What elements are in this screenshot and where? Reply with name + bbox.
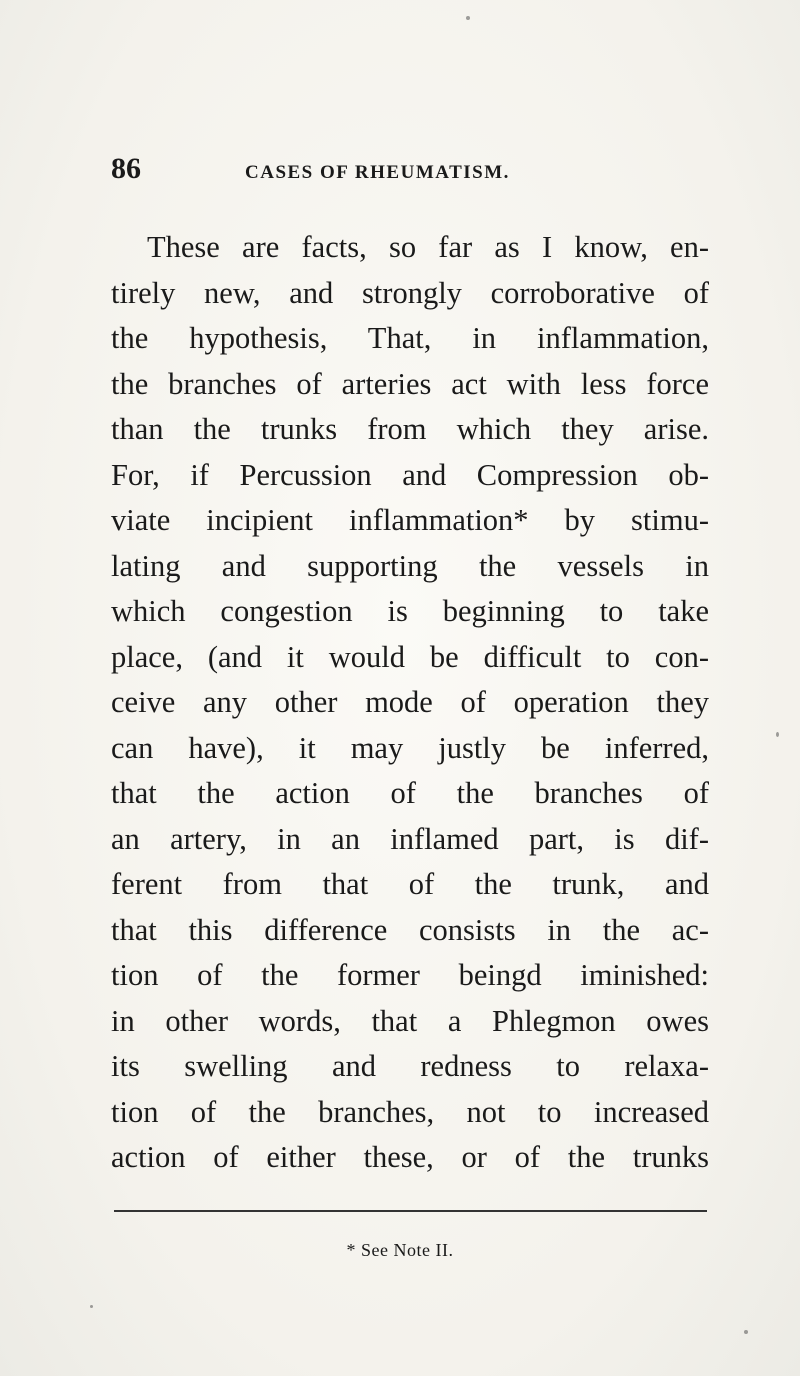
text-line: the branches of arteries act with less force (111, 366, 709, 401)
paper-speck (744, 1330, 748, 1334)
text-line: tion of the branches, not to increased (111, 1094, 709, 1129)
text-line: can have), it may justly be inferred, (111, 730, 709, 765)
text-line: which congestion is beginning to take (111, 594, 709, 628)
footnote-rule (114, 1210, 707, 1212)
running-title: CASES OF RHEUMATISM. (245, 162, 510, 183)
text-line: than the trunks from which they arise. (111, 412, 709, 446)
text-line: tirely new, and strongly corroborative of (111, 275, 709, 310)
text-line: the hypothesis, That, in inflammation, (111, 321, 709, 355)
text-line: its swelling and redness to relaxa- (111, 1049, 709, 1083)
paper-speck (90, 1305, 93, 1308)
text-line: ferent from that of the trunk, and (111, 867, 709, 901)
text-line: viate incipient inflammation* by stimu- (111, 503, 709, 537)
text-line: tion of the former beingd iminished: (111, 958, 709, 992)
text-line: an artery, in an inflamed part, is dif- (111, 821, 709, 856)
text-line: in other words, that a Phlegmon owes (111, 1003, 709, 1038)
text-line: ceive any other mode of operation they (111, 685, 709, 719)
running-head (111, 152, 711, 188)
paper-speck (466, 16, 470, 20)
text-line: lating and supporting the vessels in (111, 548, 709, 583)
text-line: that this difference consists in the ac- (111, 912, 709, 947)
paper-speck (776, 732, 779, 737)
text-line: action of either these, or of the trunks (111, 1140, 709, 1174)
body-text (111, 225, 709, 1181)
page-number: 86 (111, 152, 141, 185)
text-line: For, if Percussion and Compression ob- (111, 457, 709, 492)
text-line: These are facts, so far as I know, en- (147, 230, 709, 264)
text-line: that the action of the branches of (111, 776, 709, 810)
footnote: * See Note II. (346, 1240, 454, 1260)
text-line: place, (and it would be difficult to con- (111, 639, 709, 674)
